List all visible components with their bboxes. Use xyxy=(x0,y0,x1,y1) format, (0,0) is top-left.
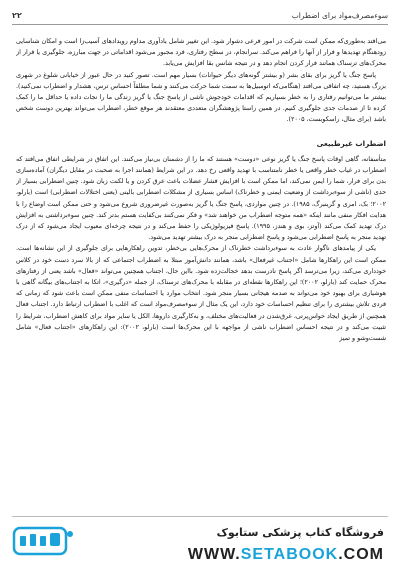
paragraph: می‌افتد به‌طوری‌که ممکن است شرکت در امور فرعی دشوار شود. این تغییر شامل یادآوری مداوم رویدادهای آسیب‌زا است و امکان شناسایی زودهنگام تهدیدها و فرار از آنها را فراهم می‌کند. سرانجام، در سطح رفتاری، فرد مجبور می‌شود اقداماتی در جهت مبارزه، جلوگیری یا فرار از محرک‌های ترسناک همانند فرار کردن انجام دهد و در نتیجه شانس بقا افزایش می‌یابد. xyxy=(16,38,386,68)
page-header xyxy=(12,6,388,25)
footer-divider xyxy=(12,516,388,517)
section-heading: اضطراب غیرطبیعی xyxy=(316,138,386,148)
setabook-logo xyxy=(12,524,82,568)
page-number: ۲۲ xyxy=(12,10,22,20)
running-title: سوءمصرف‌مواد برای اضطراب xyxy=(291,10,388,20)
paragraph: یکی از پیامدهای ناگوار عادت به سوءبرداشت خطرناک از محرک‌هایی بی‌خطر، تدوین راهکارهایی برای جلوگیری از این نشانه‌ها است. ممکن است این راهکارها شامل «اجتناب غیرفعال» باشد، همانند دانش‌آموز مبتلا به اضطراب اجتماعی که از بالا سرد دست خود در کلاس خودداری می‌کند، زیرا می‌ترسد اگر پاسخ نادرست بدهد خجالت‌زده شود. بااین حال، اجتناب همچنین می‌تواند «فعال» باشد یعنی از رفتارهای محرک حمایت کند (بارلو، ۲۰۰۲)؛ این راهکارها نقطه‌ای در مقابله با محرک‌های ترسناک، از جمله «درگیری»، اتکا به اجتناب‌های بیگانه گاهی با هوشیاری برای بهبود خود می‌تواند به صدمه هیجانی بسیار منجر شود. انتخاب موارد یا احساسات منفی ممکن است باعث شود که زمانی که فردی تلاش بیشتری را برای تنظیم احساسات خود دارد، این یک مثال از سوءمصرف‌مواد است که اغلب با اضطراب ارتباط دارد. اجتناب فعال همچنین از طریق ایجاد حواس‌پرتی، غرق‌شدن در فعالیت‌های مختلف، و به‌کارگیری داروها، الکل یا سایر مواد برای کاهش اضطراب، شرایط را تثبیت می‌کند و در نتیجه احساس اضطراب ناشی از مواجهه با این محرک‌ها است (بارلو، ۲۰۰۲): این راهکارهای «اجتناب فعال» شامل شست‌وشو و تمیز xyxy=(16,245,386,343)
url-brand: SETABOOK xyxy=(240,546,339,563)
url-prefix: WWW. xyxy=(187,546,241,563)
paragraph: پاسخ جنگ یا گریز برای بقای بشر (و بیشتر گونه‌های دیگر حیوانات) بسیار مهم است. تصور کنید در حال عبور از خیابانی شلوغ در شهری بزرگ هستید، چه اتفاقی می‌افتد (هنگامی‌که اتومبیل‌ها به سمت شما حرکت می‌کنند و شما مطلقاً احساس ترس، هشدار و اضطراب نمی‌کنید). بیشتر ما می‌توانیم رفتاری را به خطر بسپاریم که اقدامات خودجوش ناشی از پاسخ جنگ یا گریز زندگی ما را نجات داده یا حداقل ما را کمک کرده تا از صدمات جدی جلوگیری کنیم. در همین راستا پژوهشگران متعددی معتقدند هر موقع خطر، اضطراب می‌تواند بهترین دوست شخص باشد (برای مثال، راسکوبست، ۲۰۰۵). xyxy=(16,71,386,124)
page-body xyxy=(16,36,386,510)
paragraph: متأسفانه، گاهی اوقات پاسخ جنگ یا گریز نوعی «دوست» هستند که ما را از دشمنان بی‌نیاز می‌کنند. این اتفاق در شرایطی اتفاق می‌افتد که اضطراب در غیاب خطر واقعی یا خطر نامتناسب با تهدید واقعی رخ دهد. در این شرایط (همانند اجرا به صحبت در مقابل دیگران) آماده‌سازی بدن برای فرار، شما را ایمن نمی‌کند، اما ممکن است با افزایش فشار عضلات باعث عرق کردن و یا لکنت زبان شود. چنین اضطرابی بسیار از حدی (ناشی از سوءبرداشت از وضعیت ایمنی و خطرناک) اساس بسیاری از مشکلات اضطرابی بالینی (یعنی اختلالات اضطرابی) است (بارلو، ۲۰۰۲؛ بک، امری و گرینبرگ، ۱۹۸۵). در چنین مواردی، پاسخ جنگ یا گریز به‌صورت غیرضروری شروع می‌شود و حتی ممکن است اوضاع را با هدایت افکار منفی مانند اینکه «همه متوجه اضطراب من خواهند شد» و فکر نمی‌کنند بی‌کفایت هستم بدتر کند. چنین سوءبرداشتی به افزایش درک تهدید کمک می‌کند (آوتز، بوی و هندز، ۱۹۹۵). پاسخ فیزیولوژیکی را حفظ می‌کند و در نتیجه چرخه‌ای معیوب ایجاد می‌شود که از درک تهدید منجر به پاسخ اضطرابی می‌شود و پاسخ اضطرابی منجر به درک بیشتر تهدید می‌شود. xyxy=(16,155,386,242)
store-url[interactable] xyxy=(188,546,384,564)
store-name: فروشگاه کتاب پزشکی ستابوک xyxy=(216,526,384,539)
url-suffix: .COM xyxy=(338,546,384,563)
footer-banner xyxy=(0,514,400,576)
